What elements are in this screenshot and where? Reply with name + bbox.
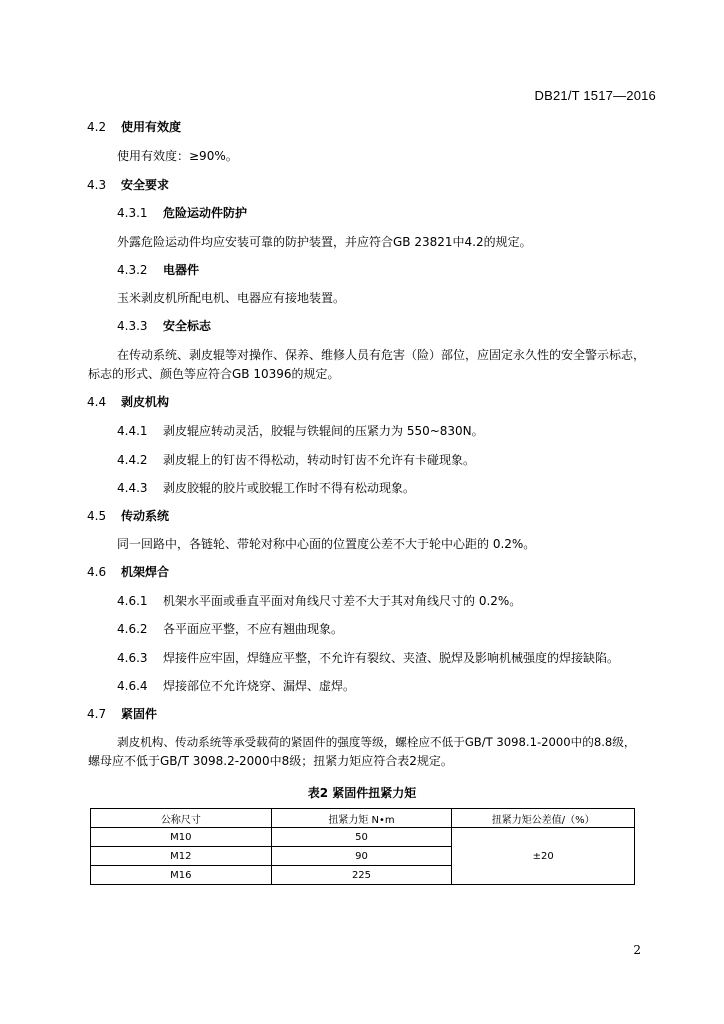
section-4-5-heading xyxy=(87,508,169,524)
section-4-6-3 xyxy=(117,650,619,666)
section-4-3-2-text: 玉米剥皮机所配电机、电器应有接地装置。 xyxy=(117,291,346,305)
torque-table xyxy=(90,808,635,885)
section-title: 安全标志 xyxy=(163,319,212,333)
section-4-3-1-heading xyxy=(117,205,247,221)
section-number: 4.3.3 xyxy=(117,319,148,333)
table-header-cell: 扭紧力矩 N•m xyxy=(271,809,452,828)
section-4-5-text: 同一回路中，各链轮、带轮对称中心面的位置度公差不大于轮中心距的 0.2%。 xyxy=(117,537,536,551)
table-cell-tolerance: ±20 xyxy=(452,828,635,885)
table-header-row xyxy=(91,809,635,828)
section-number: 4.4.3 xyxy=(117,481,148,495)
section-4-2-text: 使用有效度：≥90%。 xyxy=(117,149,238,163)
section-4-6-heading xyxy=(87,564,169,580)
section-4-4-1 xyxy=(117,423,484,439)
section-4-3-3-text-line1: 在传动系统、剥皮辊等对操作、保养、维修人员有危害（险）部位，应固定永久性的安全警示标志， xyxy=(117,348,646,362)
section-text: 焊接部位不允许烧穿、漏焊、虚焊。 xyxy=(163,679,356,693)
section-number: 4.3.2 xyxy=(117,263,148,277)
section-4-4-heading xyxy=(87,394,169,410)
section-4-7-text-line1: 剥皮机构、传动系统等承受载荷的紧固件的强度等级，螺栓应不低于GB/T 3098.1-2000中的8.8级， xyxy=(117,735,636,749)
section-4-3-3-heading xyxy=(117,318,211,334)
section-number: 4.6.2 xyxy=(117,622,148,636)
section-number: 4.5 xyxy=(87,509,107,523)
page-number: 2 xyxy=(633,943,641,957)
table-cell-torque: 50 xyxy=(271,828,452,847)
section-title: 剥皮机构 xyxy=(121,395,170,409)
section-text: 剥皮胶辊的胶片或胶辊工作时不得有松动现象。 xyxy=(163,481,416,495)
section-number: 4.6 xyxy=(87,565,107,579)
section-4-7-text-line2: 螺母应不低于GB/T 3098.2-2000中8级；扭紧力矩应符合表2规定。 xyxy=(88,754,453,768)
section-4-6-4 xyxy=(117,678,355,694)
section-4-6-2 xyxy=(117,621,343,637)
section-text: 各平面应平整，不应有翘曲现象。 xyxy=(163,622,344,636)
table-header-cell: 公称尺寸 xyxy=(91,809,272,828)
section-number: 4.3 xyxy=(87,178,107,192)
section-title: 安全要求 xyxy=(121,178,170,192)
section-4-7-heading xyxy=(87,706,157,722)
section-4-4-2 xyxy=(117,452,475,468)
section-4-4-3 xyxy=(117,480,415,496)
section-number: 4.7 xyxy=(87,707,107,721)
section-number: 4.6.4 xyxy=(117,679,148,693)
section-text: 机架水平面或垂直平面对角线尺寸差不大于其对角线尺寸的 0.2%。 xyxy=(163,594,522,608)
table-cell-torque: 90 xyxy=(271,847,452,866)
section-title: 电器件 xyxy=(163,263,200,277)
table-caption: 表2 紧固件扭紧力矩 xyxy=(307,786,417,800)
section-number: 4.6.1 xyxy=(117,594,148,608)
section-text: 剥皮辊上的钉齿不得松动，转动时钉齿不允许有卡碰现象。 xyxy=(163,453,476,467)
section-number: 4.4 xyxy=(87,395,107,409)
doc-code-header: DB21/T 1517—2016 xyxy=(534,88,656,103)
section-4-3-2-heading xyxy=(117,262,199,278)
section-4-3-heading xyxy=(87,177,169,193)
section-number: 4.6.3 xyxy=(117,651,148,665)
section-title: 危险运动件防护 xyxy=(163,206,248,220)
section-title: 传动系统 xyxy=(121,509,170,523)
section-text: 剥皮辊应转动灵活，胶辊与铁辊间的压紧力为 550~830N。 xyxy=(163,424,484,438)
section-4-3-3-text-line2: 标志的形式、颜色等应符合GB 10396的规定。 xyxy=(88,367,340,381)
table-cell-size: M10 xyxy=(91,828,272,847)
section-title: 紧固件 xyxy=(121,707,158,721)
table-header-cell: 扭紧力矩公差值/（%） xyxy=(452,809,635,828)
section-number: 4.4.1 xyxy=(117,424,148,438)
table-cell-size: M16 xyxy=(91,866,272,885)
section-number: 4.2 xyxy=(87,120,107,134)
section-title: 机架焊合 xyxy=(121,565,170,579)
section-title: 使用有效度 xyxy=(121,120,182,134)
section-4-6-1 xyxy=(117,593,521,609)
section-4-2-heading xyxy=(87,119,181,135)
section-text: 焊接件应牢固，焊缝应平整，不允许有裂纹、夹渣、脱焊及影响机械强度的焊接缺陷。 xyxy=(163,651,620,665)
section-number: 4.3.1 xyxy=(117,206,148,220)
table-cell-torque: 225 xyxy=(271,866,452,885)
table-row xyxy=(91,828,635,847)
section-4-3-1-text: 外露危险运动件均应安装可靠的防护装置，并应符合GB 23821中4.2的规定。 xyxy=(117,235,532,249)
section-number: 4.4.2 xyxy=(117,453,148,467)
table-cell-size: M12 xyxy=(91,847,272,866)
